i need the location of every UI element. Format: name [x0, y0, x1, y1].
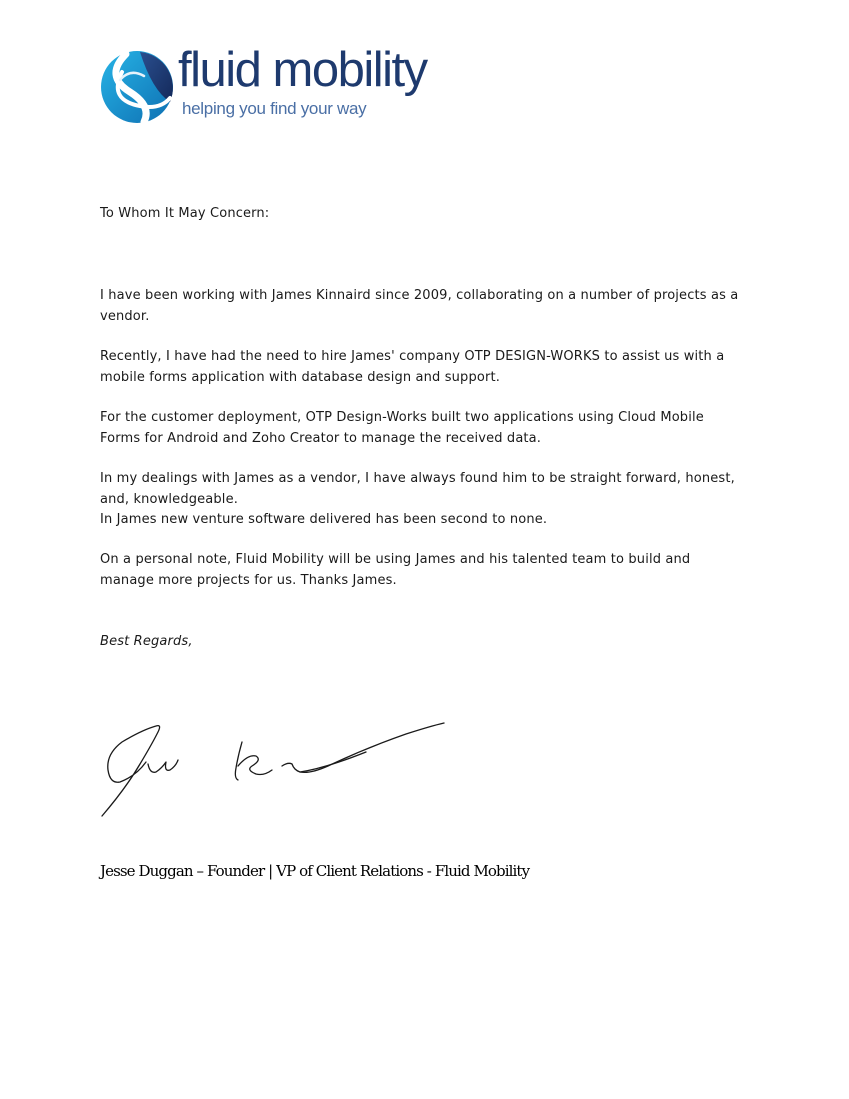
paragraph-line: manage more projects for us. Thanks James.	[100, 572, 397, 588]
paragraph-line: I have been working with James Kinnaird since 2009, collaborating on a number of projects as a	[100, 288, 739, 303]
handwritten-signature	[96, 718, 456, 822]
logo-tagline: helping you find your way	[182, 99, 367, 118]
paragraph-line: On a personal note, Fluid Mobility will be using James and his talented team to build and	[100, 552, 691, 567]
paragraph-5	[100, 550, 760, 591]
logo-wordmark: fluid mobility	[178, 43, 427, 97]
company-logo	[100, 43, 480, 128]
paragraph-1	[100, 286, 760, 327]
paragraph-line: vendor.	[100, 308, 150, 324]
paragraph-2	[100, 347, 760, 388]
paragraph-line: and, knowledgeable.	[100, 491, 238, 507]
paragraph-line: In my dealings with James as a vendor, I have always found him to be straight forward, honest,	[100, 471, 735, 486]
globe-logo-icon	[100, 50, 174, 124]
signer-name: Jesse Duggan – Founder | VP of Client Relations - Fluid Mobility	[100, 862, 530, 880]
paragraph-line: Recently, I have had the need to hire James' company OTP DESIGN-WORKS to assist us with a	[100, 349, 725, 364]
paragraph-line: For the customer deployment, OTP Design-Works built two applications using Cloud Mobile	[100, 410, 704, 425]
paragraph-3	[100, 408, 760, 449]
paragraph-line: Forms for Android and Zoho Creator to manage the received data.	[100, 430, 542, 446]
paragraph-4	[100, 469, 760, 531]
paragraph-line: In James new venture software delivered has been second to none.	[100, 512, 548, 527]
paragraph-line: mobile forms application with database design and support.	[100, 369, 500, 385]
closing: Best Regards,	[100, 634, 193, 649]
salutation: To Whom It May Concern:	[100, 206, 270, 221]
